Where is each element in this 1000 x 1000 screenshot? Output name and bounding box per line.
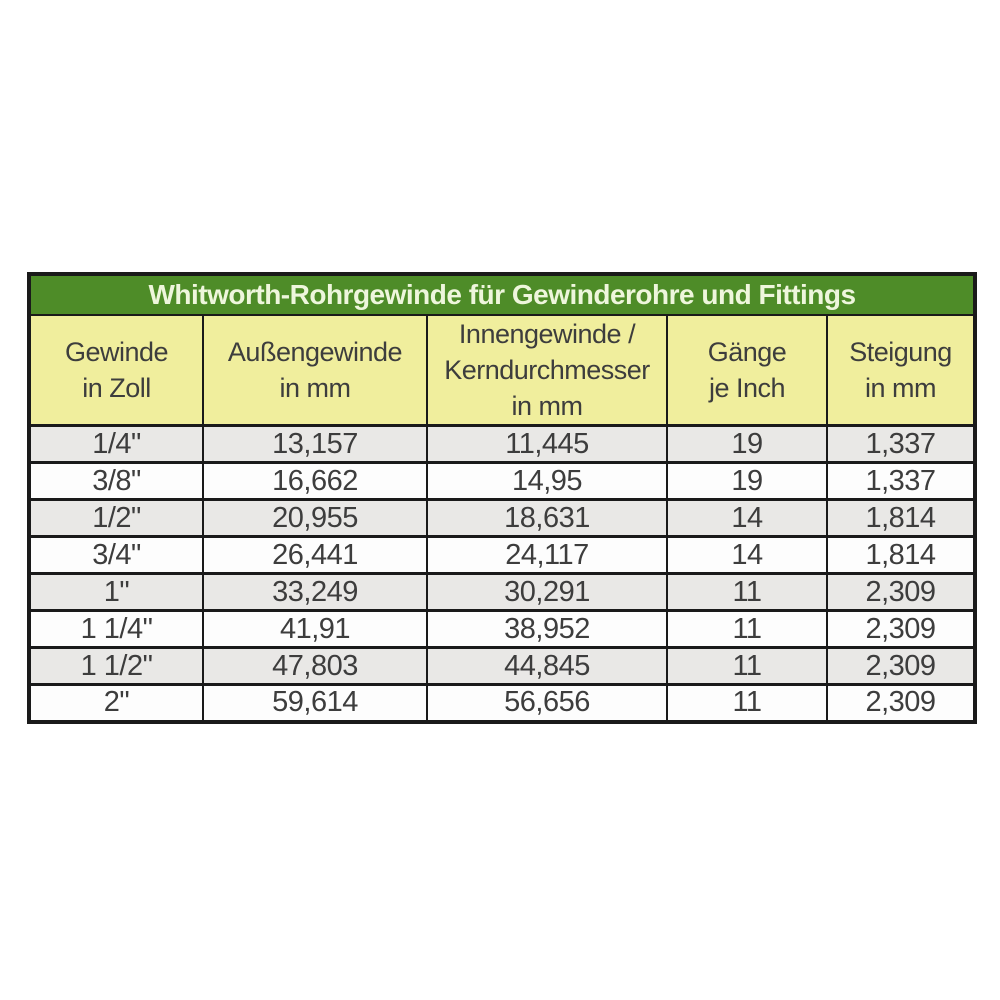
table-row: [29, 574, 975, 611]
table-row: [29, 537, 975, 574]
column-header-line: in mm: [511, 391, 583, 421]
table-cell: 33,249: [203, 574, 427, 611]
table-cell: 1,814: [827, 537, 975, 574]
table-cell: 1 1/2": [29, 648, 203, 685]
table-cell: 1,337: [827, 463, 975, 500]
column-header-line: Kerndurchmesser: [444, 355, 650, 385]
table-row: [29, 426, 975, 463]
column-header-gewinde-in-zoll: [29, 315, 203, 426]
table-cell: 11: [667, 574, 827, 611]
table-cell: 2,309: [827, 574, 975, 611]
table-row: [29, 611, 975, 648]
table-cell: 47,803: [203, 648, 427, 685]
table-cell: 2": [29, 685, 203, 722]
table-cell: 2,309: [827, 611, 975, 648]
table-cell: 19: [667, 426, 827, 463]
table-cell: 1/2": [29, 500, 203, 537]
column-header-line: in mm: [279, 373, 351, 403]
table-cell: 14: [667, 500, 827, 537]
table-row: [29, 463, 975, 500]
table-cell: 2,309: [827, 685, 975, 722]
column-header-line: in mm: [865, 373, 936, 403]
table-cell: 59,614: [203, 685, 427, 722]
table-row: [29, 500, 975, 537]
column-header-gaenge-je-inch: [667, 315, 827, 426]
column-header-line: Gewinde: [64, 337, 169, 367]
table-cell: 3/8": [29, 463, 203, 500]
column-header-steigung-in-mm: [827, 315, 975, 426]
table-cell: 1": [29, 574, 203, 611]
column-header-line: je Inch: [708, 373, 786, 403]
thread-spec-table: [27, 272, 977, 724]
table-cell: 38,952: [427, 611, 667, 648]
table-row: [29, 685, 975, 722]
table-cell: 1,814: [827, 500, 975, 537]
table-cell: 56,656: [427, 685, 667, 722]
table-cell: 30,291: [427, 574, 667, 611]
table-cell: 11: [667, 611, 827, 648]
table-cell: 41,91: [203, 611, 427, 648]
table-cell: 44,845: [427, 648, 667, 685]
table-cell: 16,662: [203, 463, 427, 500]
table-cell: 11,445: [427, 426, 667, 463]
table-cell: 1 1/4": [29, 611, 203, 648]
table-cell: 14: [667, 537, 827, 574]
column-header-line: in Zoll: [82, 373, 151, 403]
title-row: [29, 274, 975, 315]
table-cell: 11: [667, 685, 827, 722]
table-body: [29, 426, 975, 722]
table-cell: 13,157: [203, 426, 427, 463]
table-cell: 2,309: [827, 648, 975, 685]
table-cell: 19: [667, 463, 827, 500]
table-cell: 24,117: [427, 537, 667, 574]
column-header-aussengewinde-in-mm: [203, 315, 427, 426]
column-header-line: Außengewinde: [227, 337, 403, 367]
table-cell: 1,337: [827, 426, 975, 463]
table-cell: 1/4": [29, 426, 203, 463]
table-row: [29, 648, 975, 685]
table-cell: 26,441: [203, 537, 427, 574]
column-header-line: Steigung: [849, 337, 952, 367]
table-cell: 3/4": [29, 537, 203, 574]
column-header-innengewinde-kerndurchmesser-in-mm: [427, 315, 667, 426]
column-header-row: [29, 315, 975, 426]
table-cell: 14,95: [427, 463, 667, 500]
column-header-line: Gänge: [707, 337, 787, 367]
table-title: Whitworth-Rohrgewinde für Gewinderohre und Fittings: [29, 274, 975, 315]
column-header-line: Innengewinde /: [458, 319, 636, 349]
table-cell: 11: [667, 648, 827, 685]
table-cell: 20,955: [203, 500, 427, 537]
table-cell: 18,631: [427, 500, 667, 537]
